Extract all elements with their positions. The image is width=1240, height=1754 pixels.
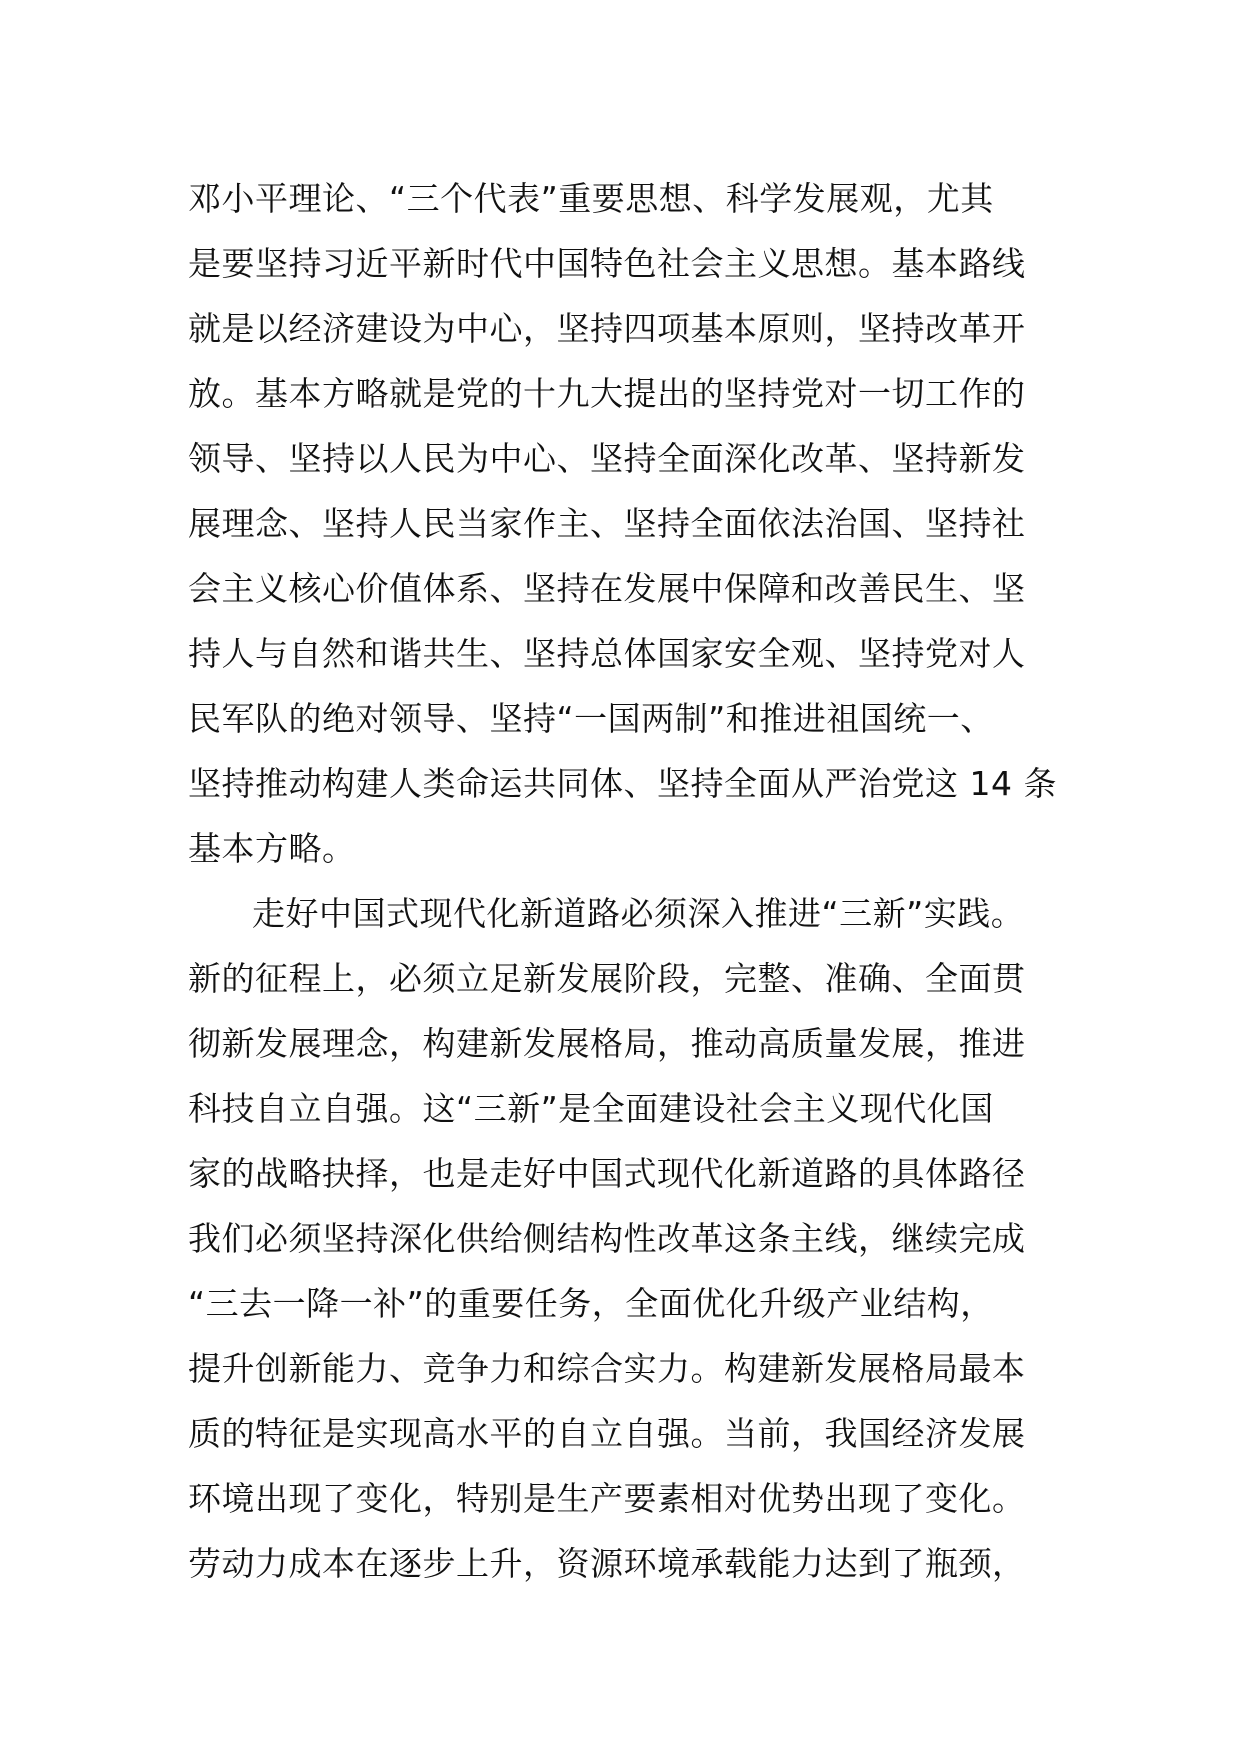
text-line: 家的战略抉择，也是走好中国式现代化新道路的具体路径 [188, 1154, 1026, 1193]
text-line: 放。基本方略就是党的十九大提出的坚持党对一切工作的 [188, 374, 1026, 413]
text-line: 展理念、坚持人民当家作主、坚持全面依法治国、坚持社 [188, 504, 1026, 543]
text-line: 环境出现了变化，特别是生产要素相对优势出现了变化。 [188, 1479, 1026, 1518]
text-line: 会主义核心价值体系、坚持在发展中保障和改善民生、坚 [188, 569, 1026, 608]
text-line: 彻新发展理念，构建新发展格局，推动高质量发展，推进 [188, 1024, 1026, 1063]
text-line: 坚持推动构建人类命运共同体、坚持全面从严治党这 14 条 [188, 764, 1057, 803]
text-line: 持人与自然和谐共生、坚持总体国家安全观、坚持党对人 [188, 634, 1026, 673]
paragraph-first-line: 走好中国式现代化新道路必须深入推进“三新”实践。 [252, 894, 1025, 933]
text-line: 我们必须坚持深化供给侧结构性改革这条主线，继续完成 [188, 1219, 1026, 1258]
body-text [188, 166, 1068, 1596]
text-line: 科技自立自强。这“三新”是全面建设社会主义现代化国 [188, 1089, 994, 1128]
text-line: 是要坚持习近平新时代中国特色社会主义思想。基本路线 [188, 244, 1026, 283]
text-line: 就是以经济建设为中心，坚持四项基本原则，坚持改革开 [188, 309, 1026, 348]
text-line: 邓小平理论、“三个代表”重要思想、科学发展观，尤其 [188, 179, 994, 218]
text-line: 提升创新能力、竞争力和综合实力。构建新发展格局最本 [188, 1349, 1026, 1388]
text-line: “三去一降一补”的重要任务，全面优化升级产业结构， [188, 1284, 994, 1323]
text-line: 劳动力成本在逐步上升，资源环境承载能力达到了瓶颈， [188, 1544, 1026, 1583]
text-line: 民军队的绝对领导、坚持“一国两制”和推进祖国统一、 [188, 699, 994, 738]
text-line: 领导、坚持以人民为中心、坚持全面深化改革、坚持新发 [188, 439, 1026, 478]
text-line: 新的征程上，必须立足新发展阶段，完整、准确、全面贯 [188, 959, 1026, 998]
text-line: 质的特征是实现高水平的自立自强。当前，我国经济发展 [188, 1414, 1026, 1453]
text-line: 基本方略。 [188, 829, 356, 868]
